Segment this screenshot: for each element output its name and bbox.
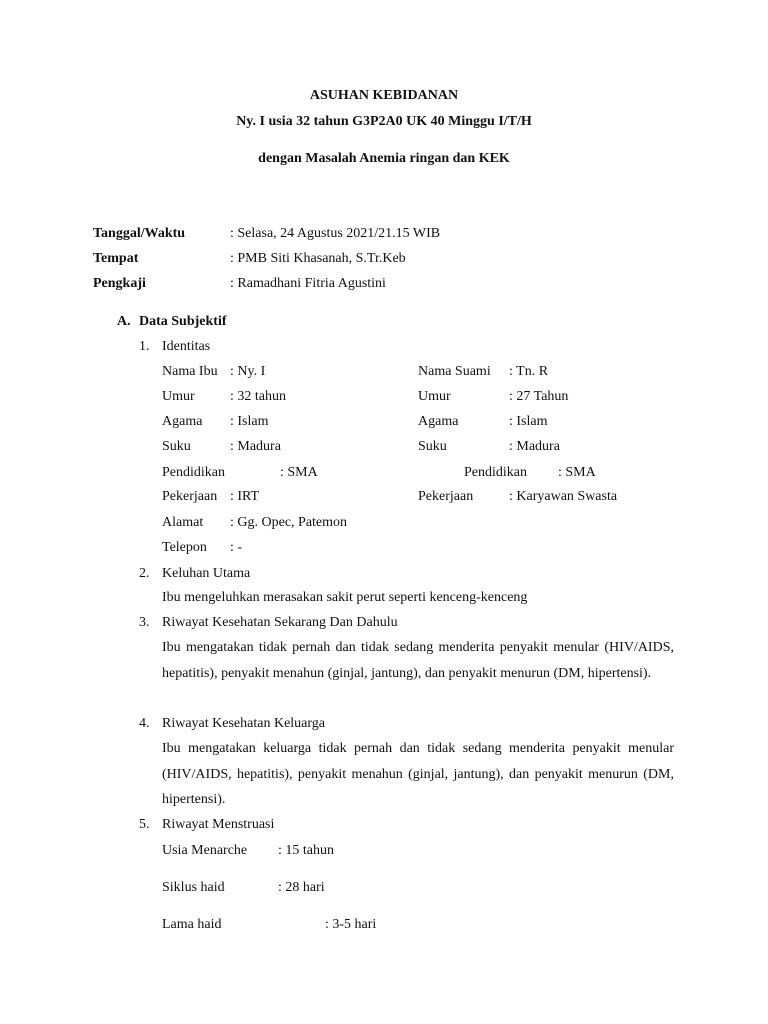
meta-label-tempat: Tempat — [93, 251, 139, 266]
ibu-value-alamat: : Gg. Opec, Patemon — [230, 515, 348, 530]
menstruasi-label-lama: Lama haid — [162, 917, 222, 932]
item-title-riwayat-keluarga: Riwayat Kesehatan Keluarga — [162, 716, 326, 731]
list-number: 1. — [139, 339, 150, 354]
suami-value-pekerjaan: : Karyawan Swasta — [509, 489, 618, 504]
ibu-label-pendidikan: Pendidikan — [162, 465, 225, 480]
document-subtitle-problem: dengan Masalah Anemia ringan dan KEK — [258, 151, 510, 166]
suami-value-suku: : Madura — [509, 439, 560, 454]
suami-value-nama: : Tn. R — [509, 364, 549, 379]
ibu-value-suku: : Madura — [230, 439, 281, 454]
menstruasi-value-menarche: : 15 tahun — [278, 843, 334, 858]
list-number: 3. — [139, 615, 150, 630]
ibu-label-telepon: Telepon — [162, 540, 207, 555]
ibu-label-agama: Agama — [162, 414, 203, 429]
ibu-label-suku: Suku — [162, 439, 191, 454]
suami-value-agama: : Islam — [509, 414, 548, 429]
section-title: Data Subjektif — [139, 314, 227, 329]
ibu-label-nama: Nama Ibu — [162, 364, 218, 379]
ibu-value-nama: : Ny. I — [230, 364, 266, 379]
item-title-keluhan: Keluhan Utama — [162, 566, 251, 581]
menstruasi-value-siklus: : 28 hari — [278, 880, 325, 895]
ibu-label-pekerjaan: Pekerjaan — [162, 489, 218, 504]
suami-value-pendidikan: : SMA — [558, 465, 596, 480]
document-subtitle: Ny. I usia 32 tahun G3P2A0 UK 40 Minggu I/T/H — [236, 114, 532, 129]
section-marker: A. — [117, 314, 131, 329]
ibu-label-alamat: Alamat — [162, 515, 204, 530]
ibu-value-agama: : Islam — [230, 414, 269, 429]
item-title-menstruasi: Riwayat Menstruasi — [162, 817, 275, 832]
ibu-value-pekerjaan: : IRT — [230, 489, 260, 504]
menstruasi-value-lama: : 3-5 hari — [325, 917, 377, 932]
ibu-value-umur: : 32 tahun — [230, 389, 286, 404]
menstruasi-label-menarche: Usia Menarche — [162, 843, 248, 858]
item-text-riwayat-keluarga: Ibu mengatakan keluarga tidak pernah dan tidak sedang menderita penyakit menular (HIV/AIDS, hepatitis), penyakit menahun (ginjal, jantung), dan penyakit menurun (DM, hipertensi). — [162, 741, 674, 807]
suami-value-umur: : 27 Tahun — [509, 389, 569, 404]
meta-label-pengkaji: Pengkaji — [93, 276, 146, 291]
list-number: 2. — [139, 566, 150, 581]
suami-label-suku: Suku — [418, 439, 447, 454]
menstruasi-label-siklus: Siklus haid — [162, 880, 225, 895]
suami-label-umur: Umur — [418, 389, 451, 404]
item-text-keluhan: Ibu mengeluhkan merasakan sakit perut seperti kenceng-kenceng — [162, 590, 528, 605]
ibu-value-telepon: : - — [230, 540, 243, 555]
item-text-riwayat-sekarang: Ibu mengatakan tidak pernah dan tidak sedang menderita penyakit menular (HIV/AIDS, hepatitis), penyakit menahun (ginjal, jantung), dan penyakit menurun (DM, hipertensi). — [162, 640, 674, 681]
ibu-label-umur: Umur — [162, 389, 195, 404]
document-title: ASUHAN KEBIDANAN — [309, 88, 459, 103]
suami-label-nama: Nama Suami — [418, 364, 491, 379]
item-title-identitas: Identitas — [162, 339, 211, 354]
suami-label-agama: Agama — [418, 414, 459, 429]
meta-value-tempat: : PMB Siti Khasanah, S.Tr.Keb — [230, 251, 406, 266]
meta-value-tanggal: : Selasa, 24 Agustus 2021/21.15 WIB — [230, 226, 441, 241]
list-number: 4. — [139, 716, 150, 731]
ibu-value-pendidikan: : SMA — [280, 465, 318, 480]
meta-value-pengkaji: : Ramadhani Fitria Agustini — [230, 276, 386, 291]
suami-label-pekerjaan: Pekerjaan — [418, 489, 474, 504]
list-number: 5. — [139, 817, 150, 832]
suami-label-pendidikan: Pendidikan — [464, 465, 527, 480]
item-title-riwayat-sekarang: Riwayat Kesehatan Sekarang Dan Dahulu — [162, 615, 398, 630]
meta-label-tanggal: Tanggal/Waktu — [93, 226, 186, 241]
